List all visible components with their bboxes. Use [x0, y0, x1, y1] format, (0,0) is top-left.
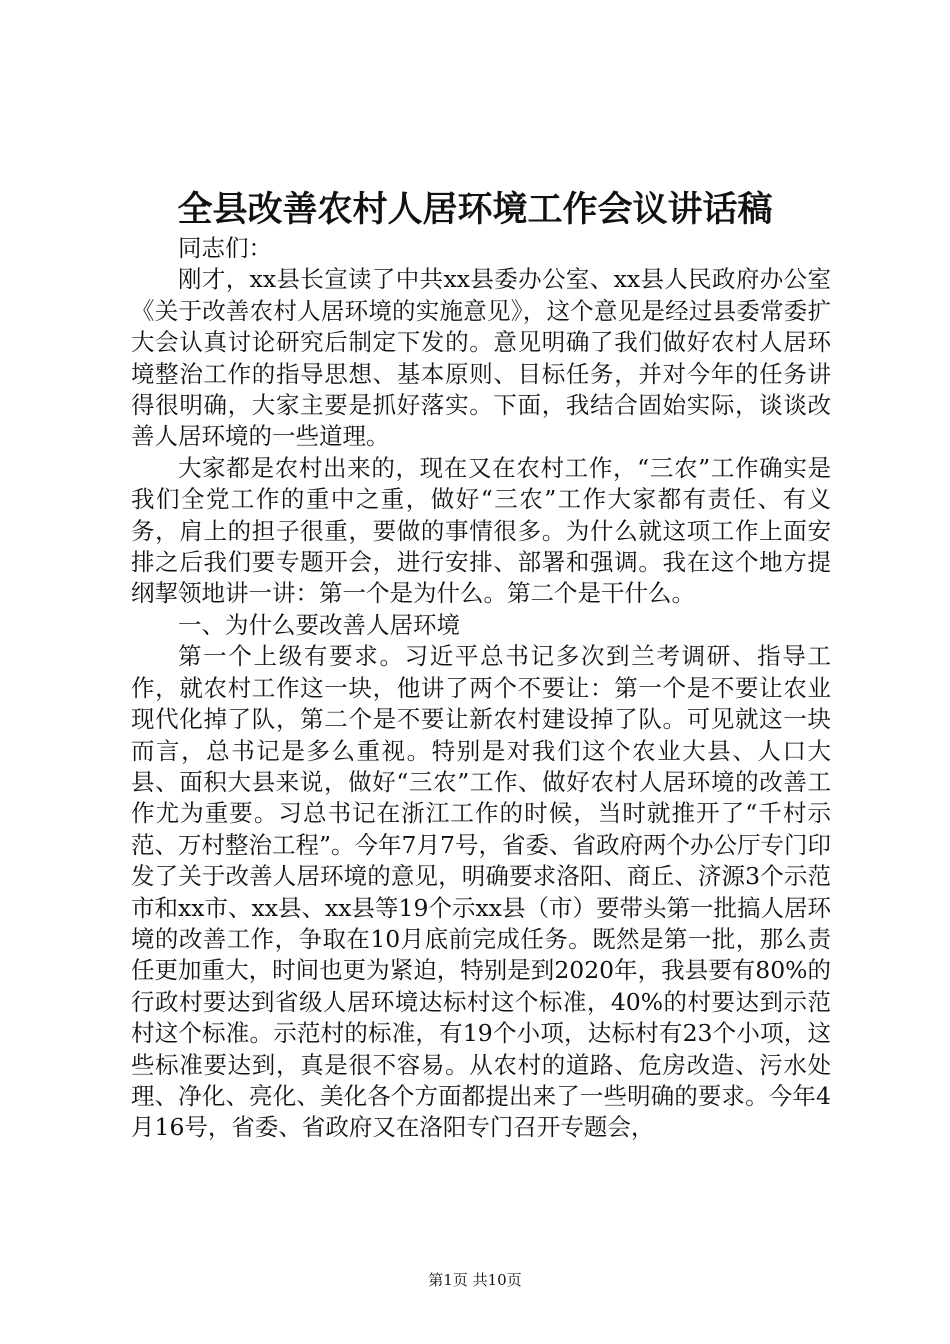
- body-paragraph: 刚才，xx县长宣读了中共xx县委办公室、xx县人民政府办公室《关于改善农村人居环境的实施意见》，这个意见是经过县委常委扩大会认真讨论研究后制定下发的。意见明确了我们做好农村人居环境整治工作的指导思想、基本原则、目标任务，并对今年的任务讲得很明确，大家主要是抓好落实。下面，我结合固始实际，谈谈改善人居环境的一些道理。: [131, 265, 831, 451]
- document-body: [131, 233, 831, 1144]
- document-title: 全县改善农村人居环境工作会议讲话稿: [177, 189, 773, 230]
- body-paragraph: 大家都是农村出来的，现在又在农村工作，“三农”工作确实是我们全党工作的重中之重，做好“三农”工作大家都有责任、有义务，肩上的担子很重，要做的事情很多。为什么就这项工作上面安排之后我们要专题开会，进行安排、部署和强调。我在这个地方提纲挈领地讲一讲：第一个是为什么。第二个是干什么。: [131, 453, 831, 608]
- section-heading: 一、为什么要改善人居环境: [178, 610, 460, 639]
- page-number-footer: 第1页 共10页: [428, 1271, 522, 1289]
- salutation-paragraph: 同志们：: [178, 234, 272, 262]
- body-paragraph: 第一个上级有要求。习近平总书记多次到兰考调研、指导工作，就农村工作这一块，他讲了两个不要让：第一个是不要让农业现代化掉了队，第二个是不要让新农村建设掉了队。可见就这一块而言，总书记是多么重视。特别是对我们这个农业大县、人口大县、面积大县来说，做好“三农”工作、做好农村人居环境的改善工作尤为重要。习总书记在浙江工作的时候，当时就推开了“千村示范、万村整治工程”。今年7月7号，省委、省政府两个办公厅专门印发了关于改善人居环境的意见，明确要求洛阳、商丘、济源3个示范市和xx市、xx县、xx县等19个示xx县（市）要带头第一批搞人居环境的改善工作，争取在10月底前完成任务。既然是第一批，那么责任更加重大，时间也更为紧迫，特别是到2020年，我县要有80%的行政村要达到省级人居环境达标村这个标准，40%的村要达到示范村这个标准。示范村的标准，有19个小项，达标村有23个小项，这些标准要达到，真是很不容易。从农村的道路、危房改造、污水处理、净化、亮化、美化各个方面都提出来了一些明确的要求。今年4月16号，省委、省政府又在洛阳专门召开专题会，: [131, 642, 831, 1142]
